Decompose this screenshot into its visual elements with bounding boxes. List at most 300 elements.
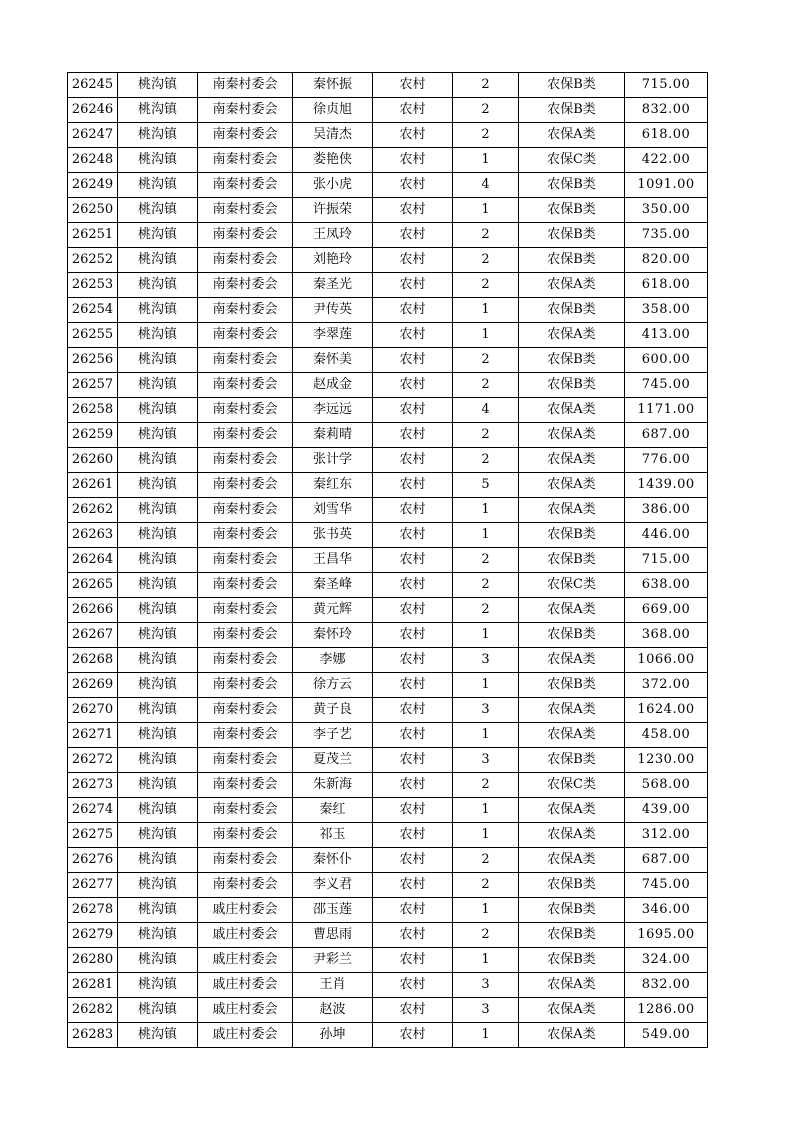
name-cell: 王肖 bbox=[293, 973, 373, 998]
insurance-category-cell: 农保B类 bbox=[519, 198, 625, 223]
town-cell: 桃沟镇 bbox=[118, 673, 198, 698]
record-id-cell: 26276 bbox=[68, 848, 118, 873]
household-type-cell: 农村 bbox=[373, 798, 453, 823]
table-row bbox=[68, 873, 708, 898]
name-cell: 徐贞旭 bbox=[293, 98, 373, 123]
member-count-cell: 3 bbox=[453, 998, 519, 1023]
household-type-cell: 农村 bbox=[373, 98, 453, 123]
insurance-category-cell: 农保A类 bbox=[519, 448, 625, 473]
insurance-category-cell: 农保C类 bbox=[519, 573, 625, 598]
member-count-cell: 1 bbox=[453, 673, 519, 698]
name-cell: 王昌华 bbox=[293, 548, 373, 573]
member-count-cell: 1 bbox=[453, 1023, 519, 1048]
village-committee-cell: 戚庄村委会 bbox=[198, 973, 293, 998]
member-count-cell: 2 bbox=[453, 548, 519, 573]
member-count-cell: 2 bbox=[453, 273, 519, 298]
village-committee-cell: 南秦村委会 bbox=[198, 773, 293, 798]
name-cell: 张计学 bbox=[293, 448, 373, 473]
record-id-cell: 26245 bbox=[68, 73, 118, 98]
record-id-cell: 26259 bbox=[68, 423, 118, 448]
amount-cell: 735.00 bbox=[625, 223, 708, 248]
amount-cell: 745.00 bbox=[625, 873, 708, 898]
record-id-cell: 26278 bbox=[68, 898, 118, 923]
town-cell: 桃沟镇 bbox=[118, 373, 198, 398]
insurance-category-cell: 农保B类 bbox=[519, 523, 625, 548]
amount-cell: 832.00 bbox=[625, 98, 708, 123]
member-count-cell: 1 bbox=[453, 823, 519, 848]
amount-cell: 1171.00 bbox=[625, 398, 708, 423]
name-cell: 夏茂兰 bbox=[293, 748, 373, 773]
member-count-cell: 2 bbox=[453, 123, 519, 148]
member-count-cell: 1 bbox=[453, 948, 519, 973]
household-type-cell: 农村 bbox=[373, 898, 453, 923]
household-type-cell: 农村 bbox=[373, 973, 453, 998]
household-type-cell: 农村 bbox=[373, 248, 453, 273]
name-cell: 黄子良 bbox=[293, 698, 373, 723]
insurance-category-cell: 农保C类 bbox=[519, 148, 625, 173]
amount-cell: 346.00 bbox=[625, 898, 708, 923]
household-type-cell: 农村 bbox=[373, 373, 453, 398]
record-id-cell: 26250 bbox=[68, 198, 118, 223]
amount-cell: 1091.00 bbox=[625, 173, 708, 198]
member-count-cell: 2 bbox=[453, 598, 519, 623]
town-cell: 桃沟镇 bbox=[118, 123, 198, 148]
town-cell: 桃沟镇 bbox=[118, 773, 198, 798]
member-count-cell: 1 bbox=[453, 523, 519, 548]
name-cell: 秦红东 bbox=[293, 473, 373, 498]
amount-cell: 386.00 bbox=[625, 498, 708, 523]
insurance-category-cell: 农保A类 bbox=[519, 823, 625, 848]
town-cell: 桃沟镇 bbox=[118, 848, 198, 873]
amount-cell: 1286.00 bbox=[625, 998, 708, 1023]
household-type-cell: 农村 bbox=[373, 123, 453, 148]
name-cell: 王凤玲 bbox=[293, 223, 373, 248]
insurance-category-cell: 农保A类 bbox=[519, 273, 625, 298]
insurance-category-cell: 农保A类 bbox=[519, 123, 625, 148]
insurance-category-cell: 农保B类 bbox=[519, 73, 625, 98]
insurance-category-cell: 农保A类 bbox=[519, 998, 625, 1023]
record-id-cell: 26273 bbox=[68, 773, 118, 798]
village-committee-cell: 南秦村委会 bbox=[198, 298, 293, 323]
member-count-cell: 1 bbox=[453, 148, 519, 173]
table-row bbox=[68, 748, 708, 773]
record-id-cell: 26282 bbox=[68, 998, 118, 1023]
name-cell: 尹彩兰 bbox=[293, 948, 373, 973]
record-id-cell: 26268 bbox=[68, 648, 118, 673]
amount-cell: 324.00 bbox=[625, 948, 708, 973]
village-committee-cell: 南秦村委会 bbox=[198, 123, 293, 148]
name-cell: 秦莉晴 bbox=[293, 423, 373, 448]
household-type-cell: 农村 bbox=[373, 623, 453, 648]
amount-cell: 312.00 bbox=[625, 823, 708, 848]
town-cell: 桃沟镇 bbox=[118, 523, 198, 548]
town-cell: 桃沟镇 bbox=[118, 623, 198, 648]
village-committee-cell: 南秦村委会 bbox=[198, 473, 293, 498]
member-count-cell: 3 bbox=[453, 748, 519, 773]
table-row bbox=[68, 823, 708, 848]
town-cell: 桃沟镇 bbox=[118, 573, 198, 598]
table-row bbox=[68, 1023, 708, 1048]
town-cell: 桃沟镇 bbox=[118, 973, 198, 998]
village-committee-cell: 南秦村委会 bbox=[198, 273, 293, 298]
village-committee-cell: 南秦村委会 bbox=[198, 223, 293, 248]
table-row bbox=[68, 348, 708, 373]
village-committee-cell: 南秦村委会 bbox=[198, 173, 293, 198]
insurance-category-cell: 农保A类 bbox=[519, 723, 625, 748]
table-row bbox=[68, 598, 708, 623]
amount-cell: 1624.00 bbox=[625, 698, 708, 723]
amount-cell: 618.00 bbox=[625, 123, 708, 148]
village-committee-cell: 南秦村委会 bbox=[198, 598, 293, 623]
household-type-cell: 农村 bbox=[373, 73, 453, 98]
town-cell: 桃沟镇 bbox=[118, 648, 198, 673]
household-type-cell: 农村 bbox=[373, 698, 453, 723]
insurance-category-cell: 农保B类 bbox=[519, 298, 625, 323]
household-type-cell: 农村 bbox=[373, 998, 453, 1023]
name-cell: 徐方云 bbox=[293, 673, 373, 698]
table-row bbox=[68, 148, 708, 173]
record-id-cell: 26283 bbox=[68, 1023, 118, 1048]
table-row bbox=[68, 423, 708, 448]
name-cell: 李子艺 bbox=[293, 723, 373, 748]
town-cell: 桃沟镇 bbox=[118, 98, 198, 123]
table-row bbox=[68, 848, 708, 873]
village-committee-cell: 南秦村委会 bbox=[198, 748, 293, 773]
member-count-cell: 1 bbox=[453, 498, 519, 523]
record-id-cell: 26256 bbox=[68, 348, 118, 373]
member-count-cell: 2 bbox=[453, 98, 519, 123]
name-cell: 吴清杰 bbox=[293, 123, 373, 148]
member-count-cell: 3 bbox=[453, 698, 519, 723]
record-id-cell: 26260 bbox=[68, 448, 118, 473]
village-committee-cell: 南秦村委会 bbox=[198, 698, 293, 723]
town-cell: 桃沟镇 bbox=[118, 173, 198, 198]
member-count-cell: 2 bbox=[453, 773, 519, 798]
member-count-cell: 2 bbox=[453, 348, 519, 373]
town-cell: 桃沟镇 bbox=[118, 698, 198, 723]
record-id-cell: 26254 bbox=[68, 298, 118, 323]
record-id-cell: 26247 bbox=[68, 123, 118, 148]
insurance-category-cell: 农保B类 bbox=[519, 348, 625, 373]
name-cell: 刘艳玲 bbox=[293, 248, 373, 273]
village-committee-cell: 戚庄村委会 bbox=[198, 998, 293, 1023]
insurance-category-cell: 农保A类 bbox=[519, 473, 625, 498]
amount-cell: 600.00 bbox=[625, 348, 708, 373]
table-row bbox=[68, 98, 708, 123]
household-type-cell: 农村 bbox=[373, 673, 453, 698]
household-type-cell: 农村 bbox=[373, 298, 453, 323]
insurance-category-cell: 农保B类 bbox=[519, 748, 625, 773]
insurance-category-cell: 农保B类 bbox=[519, 173, 625, 198]
name-cell: 秦怀仆 bbox=[293, 848, 373, 873]
table-row bbox=[68, 673, 708, 698]
member-count-cell: 2 bbox=[453, 373, 519, 398]
name-cell: 秦红 bbox=[293, 798, 373, 823]
household-type-cell: 农村 bbox=[373, 1023, 453, 1048]
amount-cell: 368.00 bbox=[625, 623, 708, 648]
village-committee-cell: 南秦村委会 bbox=[198, 623, 293, 648]
member-count-cell: 2 bbox=[453, 248, 519, 273]
name-cell: 尹传英 bbox=[293, 298, 373, 323]
town-cell: 桃沟镇 bbox=[118, 323, 198, 348]
insurance-category-cell: 农保B类 bbox=[519, 673, 625, 698]
household-type-cell: 农村 bbox=[373, 823, 453, 848]
household-type-cell: 农村 bbox=[373, 873, 453, 898]
household-type-cell: 农村 bbox=[373, 573, 453, 598]
amount-cell: 687.00 bbox=[625, 423, 708, 448]
town-cell: 桃沟镇 bbox=[118, 548, 198, 573]
town-cell: 桃沟镇 bbox=[118, 998, 198, 1023]
household-type-cell: 农村 bbox=[373, 473, 453, 498]
town-cell: 桃沟镇 bbox=[118, 498, 198, 523]
name-cell: 秦怀振 bbox=[293, 73, 373, 98]
record-id-cell: 26255 bbox=[68, 323, 118, 348]
amount-cell: 1439.00 bbox=[625, 473, 708, 498]
insurance-category-cell: 农保A类 bbox=[519, 698, 625, 723]
village-committee-cell: 南秦村委会 bbox=[198, 98, 293, 123]
name-cell: 朱新海 bbox=[293, 773, 373, 798]
village-committee-cell: 南秦村委会 bbox=[198, 398, 293, 423]
member-count-cell: 1 bbox=[453, 323, 519, 348]
table-row bbox=[68, 248, 708, 273]
insurance-category-cell: 农保A类 bbox=[519, 398, 625, 423]
member-count-cell: 1 bbox=[453, 198, 519, 223]
town-cell: 桃沟镇 bbox=[118, 348, 198, 373]
name-cell: 秦怀美 bbox=[293, 348, 373, 373]
household-type-cell: 农村 bbox=[373, 548, 453, 573]
table-row bbox=[68, 223, 708, 248]
name-cell: 李娜 bbox=[293, 648, 373, 673]
name-cell: 张小虎 bbox=[293, 173, 373, 198]
table-row bbox=[68, 73, 708, 98]
village-committee-cell: 南秦村委会 bbox=[198, 448, 293, 473]
village-committee-cell: 南秦村委会 bbox=[198, 323, 293, 348]
household-type-cell: 农村 bbox=[373, 273, 453, 298]
insurance-category-cell: 农保A类 bbox=[519, 423, 625, 448]
amount-cell: 618.00 bbox=[625, 273, 708, 298]
town-cell: 桃沟镇 bbox=[118, 398, 198, 423]
member-count-cell: 1 bbox=[453, 623, 519, 648]
amount-cell: 776.00 bbox=[625, 448, 708, 473]
table-row bbox=[68, 698, 708, 723]
household-type-cell: 农村 bbox=[373, 498, 453, 523]
village-committee-cell: 南秦村委会 bbox=[198, 498, 293, 523]
insurance-category-cell: 农保B类 bbox=[519, 948, 625, 973]
household-type-cell: 农村 bbox=[373, 598, 453, 623]
amount-cell: 458.00 bbox=[625, 723, 708, 748]
household-type-cell: 农村 bbox=[373, 223, 453, 248]
town-cell: 桃沟镇 bbox=[118, 423, 198, 448]
amount-cell: 1066.00 bbox=[625, 648, 708, 673]
member-count-cell: 2 bbox=[453, 423, 519, 448]
table-row bbox=[68, 448, 708, 473]
record-id-cell: 26251 bbox=[68, 223, 118, 248]
town-cell: 桃沟镇 bbox=[118, 1023, 198, 1048]
village-committee-cell: 南秦村委会 bbox=[198, 198, 293, 223]
town-cell: 桃沟镇 bbox=[118, 298, 198, 323]
amount-cell: 568.00 bbox=[625, 773, 708, 798]
household-type-cell: 农村 bbox=[373, 648, 453, 673]
member-count-cell: 2 bbox=[453, 223, 519, 248]
town-cell: 桃沟镇 bbox=[118, 898, 198, 923]
name-cell: 曹思雨 bbox=[293, 923, 373, 948]
record-id-cell: 26280 bbox=[68, 948, 118, 973]
town-cell: 桃沟镇 bbox=[118, 148, 198, 173]
village-committee-cell: 南秦村委会 bbox=[198, 148, 293, 173]
table-row bbox=[68, 548, 708, 573]
household-type-cell: 农村 bbox=[373, 398, 453, 423]
village-committee-cell: 南秦村委会 bbox=[198, 373, 293, 398]
insurance-category-cell: 农保B类 bbox=[519, 898, 625, 923]
record-id-cell: 26261 bbox=[68, 473, 118, 498]
record-id-cell: 26267 bbox=[68, 623, 118, 648]
name-cell: 李远远 bbox=[293, 398, 373, 423]
amount-cell: 745.00 bbox=[625, 373, 708, 398]
table-row bbox=[68, 398, 708, 423]
village-committee-cell: 南秦村委会 bbox=[198, 723, 293, 748]
table-row bbox=[68, 498, 708, 523]
household-type-cell: 农村 bbox=[373, 173, 453, 198]
amount-cell: 446.00 bbox=[625, 523, 708, 548]
table-row bbox=[68, 273, 708, 298]
household-type-cell: 农村 bbox=[373, 723, 453, 748]
insurance-category-cell: 农保B类 bbox=[519, 248, 625, 273]
village-committee-cell: 南秦村委会 bbox=[198, 798, 293, 823]
household-type-cell: 农村 bbox=[373, 773, 453, 798]
household-type-cell: 农村 bbox=[373, 323, 453, 348]
record-id-cell: 26252 bbox=[68, 248, 118, 273]
record-id-cell: 26269 bbox=[68, 673, 118, 698]
town-cell: 桃沟镇 bbox=[118, 473, 198, 498]
insurance-category-cell: 农保B类 bbox=[519, 923, 625, 948]
table-row bbox=[68, 998, 708, 1023]
name-cell: 娄艳侠 bbox=[293, 148, 373, 173]
town-cell: 桃沟镇 bbox=[118, 448, 198, 473]
amount-cell: 715.00 bbox=[625, 73, 708, 98]
member-count-cell: 3 bbox=[453, 973, 519, 998]
name-cell: 刘雪华 bbox=[293, 498, 373, 523]
insurance-category-cell: 农保B类 bbox=[519, 223, 625, 248]
record-id-cell: 26264 bbox=[68, 548, 118, 573]
table-row bbox=[68, 198, 708, 223]
insurance-category-cell: 农保B类 bbox=[519, 98, 625, 123]
table-body bbox=[68, 73, 708, 1048]
village-committee-cell: 南秦村委会 bbox=[198, 648, 293, 673]
household-type-cell: 农村 bbox=[373, 448, 453, 473]
member-count-cell: 2 bbox=[453, 73, 519, 98]
town-cell: 桃沟镇 bbox=[118, 948, 198, 973]
village-committee-cell: 戚庄村委会 bbox=[198, 1023, 293, 1048]
name-cell: 秦圣光 bbox=[293, 273, 373, 298]
member-count-cell: 2 bbox=[453, 448, 519, 473]
village-committee-cell: 南秦村委会 bbox=[198, 248, 293, 273]
town-cell: 桃沟镇 bbox=[118, 748, 198, 773]
name-cell: 赵成金 bbox=[293, 373, 373, 398]
insurance-category-cell: 农保A类 bbox=[519, 498, 625, 523]
household-type-cell: 农村 bbox=[373, 348, 453, 373]
insurance-category-cell: 农保A类 bbox=[519, 648, 625, 673]
town-cell: 桃沟镇 bbox=[118, 198, 198, 223]
insurance-category-cell: 农保A类 bbox=[519, 798, 625, 823]
member-count-cell: 3 bbox=[453, 648, 519, 673]
table-row bbox=[68, 973, 708, 998]
amount-cell: 549.00 bbox=[625, 1023, 708, 1048]
insurance-category-cell: 农保B类 bbox=[519, 548, 625, 573]
name-cell: 赵波 bbox=[293, 998, 373, 1023]
name-cell: 李翠莲 bbox=[293, 323, 373, 348]
household-type-cell: 农村 bbox=[373, 423, 453, 448]
household-type-cell: 农村 bbox=[373, 198, 453, 223]
insurance-category-cell: 农保A类 bbox=[519, 848, 625, 873]
record-id-cell: 26249 bbox=[68, 173, 118, 198]
table-row bbox=[68, 773, 708, 798]
amount-cell: 669.00 bbox=[625, 598, 708, 623]
name-cell: 许振荣 bbox=[293, 198, 373, 223]
name-cell: 张书英 bbox=[293, 523, 373, 548]
table-row bbox=[68, 923, 708, 948]
record-id-cell: 26258 bbox=[68, 398, 118, 423]
village-committee-cell: 戚庄村委会 bbox=[198, 898, 293, 923]
record-id-cell: 26271 bbox=[68, 723, 118, 748]
village-committee-cell: 南秦村委会 bbox=[198, 348, 293, 373]
name-cell: 邵玉莲 bbox=[293, 898, 373, 923]
village-committee-cell: 南秦村委会 bbox=[198, 73, 293, 98]
member-count-cell: 2 bbox=[453, 873, 519, 898]
record-id-cell: 26266 bbox=[68, 598, 118, 623]
record-id-cell: 26275 bbox=[68, 823, 118, 848]
name-cell: 秦圣峰 bbox=[293, 573, 373, 598]
amount-cell: 687.00 bbox=[625, 848, 708, 873]
village-committee-cell: 南秦村委会 bbox=[198, 823, 293, 848]
amount-cell: 439.00 bbox=[625, 798, 708, 823]
member-count-cell: 4 bbox=[453, 173, 519, 198]
member-count-cell: 1 bbox=[453, 898, 519, 923]
insurance-category-cell: 农保B类 bbox=[519, 623, 625, 648]
member-count-cell: 5 bbox=[453, 473, 519, 498]
amount-cell: 1230.00 bbox=[625, 748, 708, 773]
amount-cell: 422.00 bbox=[625, 148, 708, 173]
household-type-cell: 农村 bbox=[373, 948, 453, 973]
village-committee-cell: 戚庄村委会 bbox=[198, 923, 293, 948]
insurance-category-cell: 农保B类 bbox=[519, 373, 625, 398]
insurance-category-cell: 农保C类 bbox=[519, 773, 625, 798]
record-id-cell: 26262 bbox=[68, 498, 118, 523]
name-cell: 李义君 bbox=[293, 873, 373, 898]
amount-cell: 372.00 bbox=[625, 673, 708, 698]
record-id-cell: 26270 bbox=[68, 698, 118, 723]
village-committee-cell: 南秦村委会 bbox=[198, 548, 293, 573]
record-id-cell: 26248 bbox=[68, 148, 118, 173]
village-committee-cell: 南秦村委会 bbox=[198, 673, 293, 698]
village-committee-cell: 南秦村委会 bbox=[198, 523, 293, 548]
table-row bbox=[68, 298, 708, 323]
town-cell: 桃沟镇 bbox=[118, 273, 198, 298]
member-count-cell: 2 bbox=[453, 923, 519, 948]
town-cell: 桃沟镇 bbox=[118, 798, 198, 823]
name-cell: 祁玉 bbox=[293, 823, 373, 848]
amount-cell: 832.00 bbox=[625, 973, 708, 998]
insurance-category-cell: 农保B类 bbox=[519, 873, 625, 898]
household-type-cell: 农村 bbox=[373, 148, 453, 173]
record-id-cell: 26274 bbox=[68, 798, 118, 823]
amount-cell: 638.00 bbox=[625, 573, 708, 598]
town-cell: 桃沟镇 bbox=[118, 73, 198, 98]
amount-cell: 350.00 bbox=[625, 198, 708, 223]
village-committee-cell: 南秦村委会 bbox=[198, 873, 293, 898]
insurance-category-cell: 农保A类 bbox=[519, 973, 625, 998]
village-committee-cell: 南秦村委会 bbox=[198, 423, 293, 448]
record-id-cell: 26281 bbox=[68, 973, 118, 998]
